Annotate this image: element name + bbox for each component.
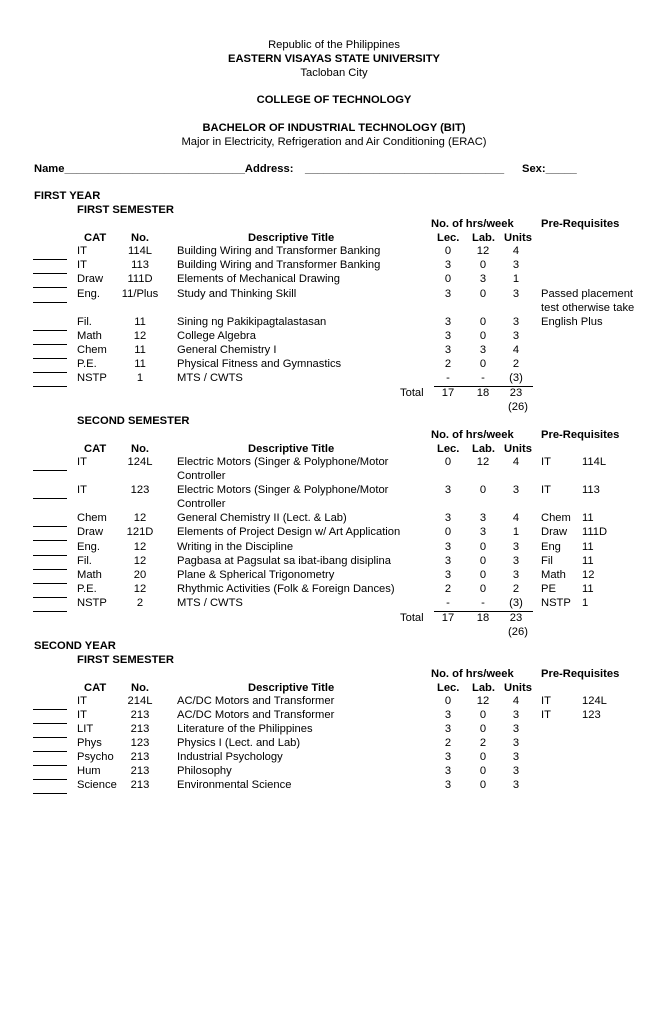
cat-cell: NSTP [77,597,107,609]
prereq-no-cell: 11 [582,583,594,595]
total-lab: 18 [476,387,490,399]
hrs-group-header: No. of hrs/week [431,668,514,680]
total-units-alt: (26) [508,401,528,413]
republic-text: Republic of the Philippines [268,39,400,51]
no-cell: 11 [134,358,146,370]
no-cell: 12 [133,555,147,567]
title-continuation [0,498,668,512]
prereq-no-cell: 111D [582,526,608,538]
units-cell: 3 [512,541,520,553]
prereq-cell: IT [541,695,551,707]
table-row [0,456,668,470]
lec-cell: 3 [444,779,452,791]
units-cell: 3 [512,765,520,777]
college-name: COLLEGE OF TECHNOLOGY [256,94,412,106]
lec-cell: 3 [444,569,452,581]
table-row [0,316,668,330]
title-cell: MTS / CWTS [177,597,243,609]
prereq-cell: PE [541,583,556,595]
column-header-row [0,232,668,246]
title-cell: Physics I (Lect. and Lab) [177,737,301,749]
no-cell: 12 [133,583,147,595]
table-row [0,526,668,540]
lab-cell: 0 [479,316,487,328]
name-label: Name [34,163,65,175]
column-header-row [0,682,668,696]
cat-cell: Eng. [77,288,101,300]
total-alt-row [0,401,668,415]
no-cell: 12 [133,330,147,342]
sex-label: Sex: [522,163,546,175]
lec-cell: - [446,597,450,609]
prereq-cell: Draw [541,526,568,538]
table-row [0,737,668,751]
units-cell: 4 [512,512,520,524]
lec-cell: - [446,372,450,384]
total-label: Total [400,612,424,624]
prereq-cell: Chem [541,512,571,524]
cat-cell: IT [77,484,87,496]
cat-header: CAT [84,443,107,455]
title-cell: AC/DC Motors and Transformer [177,709,335,721]
no-cell: 213 [130,751,150,763]
prereq-no-cell: 1 [582,597,589,609]
title-cell: Elements of Project Design w/ Art Application [177,526,401,538]
lec-cell: 3 [444,259,452,271]
total-units-alt: (26) [508,626,528,638]
no-cell: 2 [136,597,144,609]
no-header: No. [130,232,150,244]
units-cell: 3 [512,259,520,271]
lab-cell: 2 [479,737,487,749]
prereq-cell: IT [541,456,551,468]
lab-cell: 0 [479,288,487,300]
title-cell: Sining ng Pakikipagtalastasan [177,316,327,328]
title-cell: Electric Motors (Singer & Polyphone/Motor [177,484,389,496]
program-title: BACHELOR OF INDUSTRIAL TECHNOLOGY (BIT) [202,122,466,134]
lab-cell: 12 [476,456,490,468]
address-label: Address: [244,163,294,175]
prereq-no-cell: 124L [582,695,607,707]
table-row [0,330,668,344]
lab-header: Lab. [472,682,495,694]
prereq-cell: Passed placement [541,288,634,300]
no-cell: 124L [127,456,153,468]
table-row [0,583,668,597]
lab-header: Lab. [472,232,495,244]
units-cell: 3 [512,779,520,791]
title-cell: Building Wiring and Transformer Banking [177,259,381,271]
units-header: Units [504,232,532,244]
title-continuation [0,470,668,484]
lab-cell: 0 [479,541,487,553]
units-cell: (3) [509,372,523,384]
cat-cell: Draw [77,273,104,285]
y2-sem1-heading: FIRST SEMESTER [77,654,174,666]
units-cell: 3 [512,330,520,342]
no-cell: 213 [130,709,150,721]
lab-cell: 0 [479,484,487,496]
lab-cell: 0 [479,555,487,567]
lec-cell: 2 [444,737,452,749]
cat-cell: IT [77,456,87,468]
sex-field[interactable] [522,163,577,175]
prereq-cell: IT [541,709,551,721]
no-header: No. [130,682,150,694]
units-cell: 3 [512,751,520,763]
title-cell: Controller [177,498,226,510]
lec-cell: 0 [444,456,452,468]
table-row [0,245,668,259]
cat-cell: Eng. [77,541,101,553]
title-cell: Industrial Psychology [177,751,283,763]
table-row [0,288,668,302]
cat-cell: Science [77,779,117,791]
units-cell: 2 [512,358,520,370]
table-row [0,751,668,765]
no-cell: 114L [127,245,153,257]
hrs-group-header: No. of hrs/week [431,218,514,230]
title-cell: Plane & Spherical Trigonometry [177,569,335,581]
table-row [0,541,668,555]
prereq-no-cell: 123 [582,709,601,721]
prereq-cell: test otherwise take [541,302,635,314]
units-cell: 3 [512,555,520,567]
lab-cell: - [481,372,485,384]
prereq-no-cell: 114L [582,456,607,468]
table-row [0,765,668,779]
y1-sem1-heading: FIRST SEMESTER [77,204,174,216]
title-header: Descriptive Title [248,682,335,694]
no-cell: 123 [130,737,150,749]
cat-cell: Phys [77,737,102,749]
column-header-row [0,443,668,457]
table-row [0,695,668,709]
title-cell: MTS / CWTS [177,372,243,384]
lec-cell: 2 [444,583,452,595]
units-header: Units [504,443,532,455]
lec-cell: 3 [444,751,452,763]
cat-cell: Math [77,569,102,581]
no-cell: 213 [130,723,150,735]
units-cell: 3 [512,737,520,749]
no-header: No. [130,443,150,455]
cat-cell: Draw [77,526,104,538]
name-line[interactable]: _____________________________ [64,163,245,175]
lec-header: Lec. [437,443,460,455]
units-cell: 4 [512,695,520,707]
units-cell: 4 [512,456,520,468]
no-cell: 1 [136,372,144,384]
total-lec: 17 [441,612,455,624]
cat-header: CAT [84,682,107,694]
prereq-cell: Eng [541,541,561,553]
no-cell: 11 [134,316,146,328]
title-cell: College Algebra [177,330,256,342]
lab-cell: 3 [479,526,487,538]
prereq-cell: Fil [541,555,553,567]
lec-cell: 3 [444,765,452,777]
title-cell: Physical Fitness and Gymnastics [177,358,342,370]
no-cell: 214L [127,695,153,707]
title-cell: Building Wiring and Transformer Banking [177,245,381,257]
total-units: 23 [509,387,523,399]
table-row [0,358,668,372]
check-blank[interactable] [33,793,67,794]
prereq-continuation [0,302,668,316]
units-cell: 1 [512,273,520,285]
lec-header: Lec. [437,682,460,694]
lec-cell: 0 [444,695,452,707]
title-cell: Rhythmic Activities (Folk & Foreign Dances) [177,583,395,595]
prereq-no-cell: 11 [582,512,594,524]
title-cell: Writing in the Discipline [177,541,294,553]
table-row [0,723,668,737]
no-cell: 11 [134,344,146,356]
no-cell: 11/Plus [121,288,159,300]
no-cell: 113 [131,259,149,271]
cat-cell: P.E. [77,358,97,370]
units-cell: 4 [512,245,520,257]
lab-cell: 0 [479,723,487,735]
lab-cell: 0 [479,569,487,581]
units-cell: 3 [512,288,520,300]
cat-cell: Hum [77,765,101,777]
units-cell: 3 [512,316,520,328]
prereq-cell: IT [541,484,551,496]
lec-cell: 3 [444,555,452,567]
lec-cell: 3 [444,484,452,496]
lab-cell: 3 [479,512,487,524]
cat-cell: IT [77,695,87,707]
lab-cell: 0 [479,358,487,370]
cat-cell: NSTP [77,372,107,384]
cat-cell: IT [77,709,87,721]
title-header: Descriptive Title [248,443,335,455]
units-cell: (3) [509,597,523,609]
lec-cell: 3 [444,288,452,300]
no-cell: 213 [130,765,150,777]
title-cell: AC/DC Motors and Transformer [177,695,335,707]
units-cell: 2 [512,583,520,595]
table-row [0,709,668,723]
table-row [0,372,668,386]
cat-cell: IT [77,259,87,271]
table-row [0,779,668,793]
prereq-cell: Math [541,569,566,581]
sex-line[interactable]: _____ [545,163,577,175]
no-cell: 123 [130,484,150,496]
prereq-header: Pre-Requisites [541,668,620,680]
lab-cell: 12 [476,245,490,257]
lec-cell: 0 [444,526,452,538]
lab-cell: 0 [479,765,487,777]
no-cell: 12 [133,512,147,524]
university-name: EASTERN VISAYAS STATE UNIVERSITY [228,53,440,65]
name-field[interactable] [34,163,293,175]
table-row [0,555,668,569]
cat-cell: Psycho [77,751,114,763]
lab-cell: 0 [479,259,487,271]
lec-cell: 3 [444,512,452,524]
total-alt-row [0,626,668,640]
total-lab: 18 [476,612,490,624]
table-row [0,273,668,287]
cat-cell: Math [77,330,102,342]
cat-cell: Chem [77,344,107,356]
cat-cell: Chem [77,512,107,524]
lec-cell: 3 [444,316,452,328]
table-row [0,259,668,273]
no-cell: 213 [130,779,150,791]
lab-cell: 3 [479,273,487,285]
no-cell: 20 [133,569,147,581]
city-text: Tacloban City [300,67,368,79]
units-cell: 3 [512,569,520,581]
first-year-heading: FIRST YEAR [34,190,101,202]
lab-cell: 0 [479,751,487,763]
prereq-header: Pre-Requisites [541,218,620,230]
lab-cell: 3 [479,344,487,356]
lab-cell: 0 [479,330,487,342]
units-cell: 3 [512,723,520,735]
table-row [0,569,668,583]
major-subtitle: Major in Electricity, Refrigeration and Air Conditioning (ERAC) [181,136,487,148]
lab-header: Lab. [472,443,495,455]
prereq-no-cell: 12 [582,569,595,581]
title-cell: General Chemistry II (Lect. & Lab) [177,512,347,524]
lec-cell: 0 [444,273,452,285]
prereq-header: Pre-Requisites [541,429,620,441]
units-cell: 1 [512,526,520,538]
title-cell: Environmental Science [177,779,292,791]
units-cell: 4 [512,344,520,356]
lec-cell: 3 [444,344,452,356]
prereq-cell: English Plus [541,316,603,328]
cat-cell: LIT [77,723,94,735]
lec-cell: 0 [444,245,452,257]
cat-cell: Fil. [77,555,92,567]
lab-cell: - [481,597,485,609]
units-cell: 3 [512,484,520,496]
lec-cell: 3 [444,330,452,342]
cat-cell: Fil. [77,316,92,328]
lec-cell: 3 [444,541,452,553]
lec-header: Lec. [437,232,460,244]
title-cell: Controller [177,470,226,482]
total-row [0,387,668,401]
address-line[interactable]: ________________________________ [305,163,505,175]
prereq-no-cell: 113 [582,484,600,496]
units-cell: 3 [512,709,520,721]
title-cell: Literature of the Philippines [177,723,313,735]
lab-cell: 0 [479,709,487,721]
table-row [0,512,668,526]
title-cell: Elements of Mechanical Drawing [177,273,340,285]
second-year-heading: SECOND YEAR [34,640,116,652]
cat-header: CAT [84,232,107,244]
y1-sem2-heading: SECOND SEMESTER [77,415,190,427]
title-cell: General Chemistry I [177,344,277,356]
hrs-group-header: No. of hrs/week [431,429,514,441]
title-header: Descriptive Title [248,232,335,244]
table-row [0,484,668,498]
no-cell: 121D [126,526,154,538]
title-cell: Electric Motors (Singer & Polyphone/Motor [177,456,389,468]
lec-cell: 3 [444,709,452,721]
lab-cell: 0 [479,583,487,595]
table-row [0,344,668,358]
total-label: Total [400,387,424,399]
title-cell: Philosophy [177,765,232,777]
lec-cell: 3 [444,723,452,735]
title-cell: Pagbasa at Pagsulat sa ibat-ibang disiplina [177,555,391,567]
total-units: 23 [509,612,523,624]
title-cell: Study and Thinking Skill [177,288,297,300]
prereq-no-cell: 11 [582,541,594,553]
total-row [0,612,668,626]
lab-cell: 0 [479,779,487,791]
no-cell: 12 [133,541,147,553]
total-lec: 17 [441,387,455,399]
table-row [0,597,668,611]
lec-cell: 2 [444,358,452,370]
prereq-cell: NSTP [541,597,571,609]
cat-cell: P.E. [77,583,97,595]
lab-cell: 12 [476,695,490,707]
cat-cell: IT [77,245,87,257]
no-cell: 111D [127,273,153,285]
prereq-no-cell: 11 [582,555,594,567]
units-header: Units [504,682,532,694]
